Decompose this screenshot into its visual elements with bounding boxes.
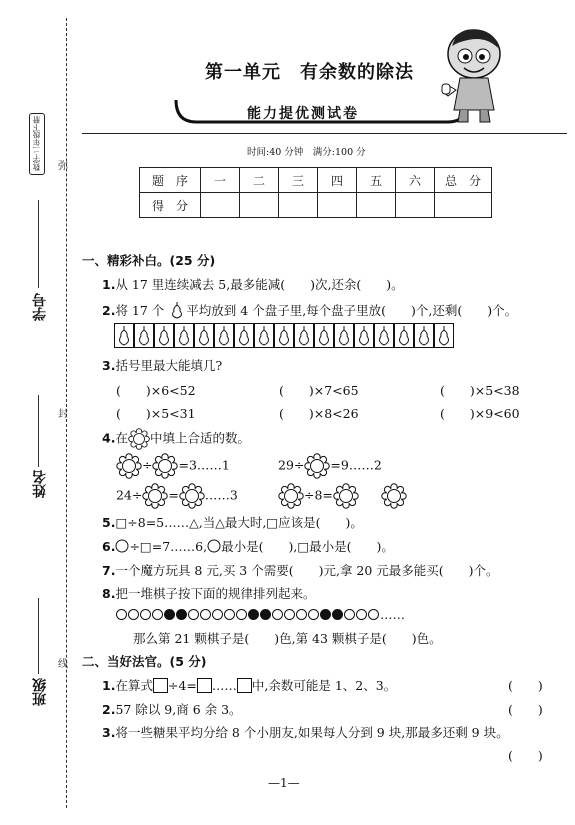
question-text: □÷8=5……△,当△最大时,□应该是( )。	[115, 515, 363, 530]
score-cell[interactable]	[318, 193, 357, 218]
question-text-post: 平均放到 4 个盘子里,每个盘子里放( )个,还剩( )个。	[186, 303, 518, 318]
page-title: 第一单元 有余数的除法	[205, 62, 414, 83]
pear-row	[114, 323, 464, 349]
student-number-label: 学号	[32, 293, 48, 321]
question-number: 1.	[102, 277, 116, 292]
flower-blank-icon[interactable]	[381, 483, 407, 509]
score-col-1: 一	[201, 168, 240, 193]
white-stone	[224, 609, 235, 620]
section2-heading: 二、当好法官。(5 分)	[82, 654, 207, 669]
white-stone	[308, 609, 319, 620]
white-stone	[140, 609, 151, 620]
white-stone	[344, 609, 355, 620]
flower-blank-icon[interactable]	[116, 453, 142, 479]
score-row-label: 得 分	[140, 193, 201, 218]
answer-paren[interactable]: ( )	[508, 678, 543, 693]
q3-item[interactable]: ( )×6<52	[116, 383, 196, 398]
flower-blank-icon[interactable]	[142, 483, 168, 509]
question-1-5	[102, 513, 363, 531]
score-col-5: 五	[357, 168, 396, 193]
student-number-line	[38, 200, 39, 288]
black-stone	[164, 609, 175, 620]
square-blank[interactable]	[197, 678, 212, 693]
q8-followup: 那么第 21 颗棋子是( )色,第 43 颗棋子是( )色。	[133, 631, 442, 646]
question-text: 把一堆棋子按下面的规律排列起来。	[115, 586, 316, 601]
question-2-1: 1.在算式 ÷4= …… 中,余数可能是 1、2、3。	[102, 678, 397, 693]
name-label: 姓名	[32, 470, 48, 498]
question-1-7	[102, 561, 499, 579]
black-stone	[320, 609, 331, 620]
answer-paren[interactable]: ( )	[508, 702, 543, 717]
score-cell[interactable]	[279, 193, 318, 218]
score-cell[interactable]	[357, 193, 396, 218]
flower-blank-icon[interactable]	[333, 483, 359, 509]
class-line	[38, 598, 39, 674]
name-line	[38, 395, 39, 467]
q4-equation-1: ÷ =3……1	[116, 453, 230, 479]
question-1-1	[102, 275, 404, 293]
pear-icon	[168, 300, 186, 320]
question-text: 括号里最大能填几?	[115, 358, 223, 373]
page-number: —1—	[268, 776, 300, 790]
question-text: 一个魔方玩具 8 元,买 3 个需要( )元,拿 20 元最多能买( )个。	[115, 563, 499, 578]
question-text: 将一些糖果平均分给 8 个小朋友,如果每人分到 9 块,那最多还剩 9 块。	[115, 725, 509, 740]
q3-item[interactable]: ( )×9<60	[440, 406, 520, 421]
question-text-pre: 将 17 个	[115, 303, 165, 318]
question-number: 3.	[102, 725, 116, 740]
question-text-post: 中填上合适的数。	[149, 430, 250, 446]
exam-time-info: 时间:40 分钟 满分:100 分	[247, 147, 366, 158]
white-stone	[200, 609, 211, 620]
score-col-total: 总 分	[435, 168, 492, 193]
q3-item[interactable]: ( )×8<26	[279, 406, 359, 421]
white-stone	[236, 609, 247, 620]
section1-heading: 一、精彩补白。(25 分)	[82, 253, 216, 268]
question-number: 8.	[102, 586, 116, 601]
white-stone	[296, 609, 307, 620]
question-number: 1.	[102, 678, 116, 693]
q3-item[interactable]: ( )×7<65	[279, 383, 359, 398]
question-number: 4.	[102, 430, 116, 446]
question-text: 从 17 里连续减去 5,最多能减( )次,还余( )。	[115, 277, 404, 292]
question-number: 2.	[102, 303, 116, 318]
q4-equation-2: 29÷ =9……2	[278, 453, 382, 479]
question-text: 57 除以 9,商 6 余 3。	[115, 702, 242, 717]
black-stone	[248, 609, 259, 620]
answer-paren[interactable]: ( )	[508, 748, 543, 763]
score-col-3: 三	[279, 168, 318, 193]
score-col-2: 二	[240, 168, 279, 193]
q3-item[interactable]: ( )×5<38	[440, 383, 520, 398]
question-1-4	[102, 428, 250, 450]
black-stone	[260, 609, 271, 620]
white-stone	[284, 609, 295, 620]
black-stone	[176, 609, 187, 620]
question-1-3	[102, 356, 222, 374]
mascot-illustration	[438, 24, 510, 126]
q3-item[interactable]: ( )×5<31	[116, 406, 196, 421]
score-cell[interactable]	[201, 193, 240, 218]
circle-blank-icon	[115, 539, 129, 553]
white-stone	[128, 609, 139, 620]
question-number: 7.	[102, 563, 116, 578]
question-number: 3.	[102, 358, 116, 373]
score-cell[interactable]	[435, 193, 492, 218]
flower-blank-icon[interactable]	[278, 483, 304, 509]
square-blank[interactable]	[237, 678, 252, 693]
score-cell[interactable]	[396, 193, 435, 218]
question-2-2	[102, 700, 242, 718]
score-col-4: 四	[318, 168, 357, 193]
black-stone	[332, 609, 343, 620]
q4-equation-4: ÷8=	[278, 483, 407, 509]
white-stone	[272, 609, 283, 620]
question-1-6: 6. ÷□=7……6, 最小是( ),□最小是( )。	[102, 539, 394, 554]
white-stone	[356, 609, 367, 620]
question-number: 2.	[102, 702, 116, 717]
question-1-8	[102, 584, 315, 602]
question-1-2	[102, 300, 517, 320]
white-stone	[212, 609, 223, 620]
white-stone	[116, 609, 127, 620]
score-table	[139, 167, 492, 218]
white-stone	[152, 609, 163, 620]
white-stone	[188, 609, 199, 620]
header-rule	[82, 133, 567, 134]
flower-blank-icon[interactable]	[179, 483, 205, 509]
margin-mark-mi: 弥	[58, 161, 68, 172]
question-text-pre: 在	[115, 430, 128, 446]
subject-badge: 数学·二年级下册	[29, 113, 45, 175]
pattern-ellipsis: ……	[380, 607, 405, 622]
chess-pattern	[116, 607, 405, 622]
margin-mark-xian: 线	[58, 659, 68, 670]
white-stone	[368, 609, 379, 620]
circle-blank-icon	[207, 539, 221, 553]
flower-blank-icon	[128, 428, 150, 450]
margin-mark-feng: 封	[58, 409, 68, 420]
question-number: 6.	[102, 539, 116, 554]
score-cell[interactable]	[240, 193, 279, 218]
question-number: 5.	[102, 515, 116, 530]
page-subtitle: 能力提优测试卷	[247, 106, 359, 122]
square-blank[interactable]	[153, 678, 168, 693]
question-2-3	[102, 723, 509, 741]
flower-blank-icon[interactable]	[152, 453, 178, 479]
class-label: 班级	[32, 678, 48, 706]
score-header-label: 题 序	[140, 168, 201, 193]
score-col-6: 六	[396, 168, 435, 193]
flower-blank-icon[interactable]	[304, 453, 330, 479]
q4-equation-3: 24÷ = ……3	[116, 483, 238, 509]
